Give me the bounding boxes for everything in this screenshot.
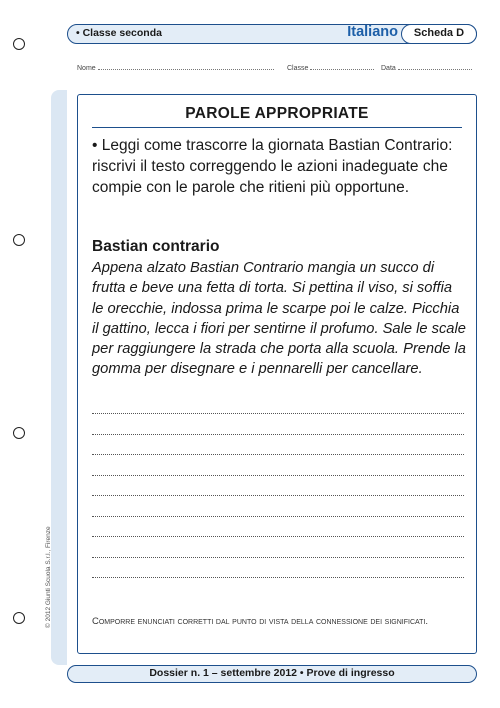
exercise-instructions: • Leggi come trascorre la giornata Bastian Contrario: riscrivi il testo correggendo le azioni inadeguate che compie con le parole che ritieni più opportune. (92, 137, 453, 196)
class-field[interactable] (287, 63, 374, 72)
binder-hole (13, 38, 25, 50)
header-bar (67, 24, 477, 44)
writing-line[interactable] (92, 536, 464, 537)
writing-line[interactable] (92, 413, 464, 414)
binder-hole (13, 427, 25, 439)
class-field-label: Classe (287, 65, 309, 72)
writing-line[interactable] (92, 557, 464, 558)
binder-hole (13, 612, 25, 624)
name-field[interactable] (77, 63, 274, 72)
writing-line[interactable] (92, 475, 464, 476)
date-field[interactable] (381, 63, 472, 72)
class-label: • Classe seconda (76, 27, 162, 39)
writing-line[interactable] (92, 454, 464, 455)
binder-hole (13, 234, 25, 246)
writing-line[interactable] (92, 495, 464, 496)
writing-line[interactable] (92, 577, 464, 578)
exercise-title: PAROLE APPROPRIATE (185, 105, 369, 122)
writing-line[interactable] (92, 434, 464, 435)
name-label: Nome (77, 65, 96, 72)
writing-line[interactable] (92, 516, 464, 517)
learning-objective: Comporre enunciati corretti dal punto di vista della connessione dei significati. (92, 616, 429, 627)
story-title: Bastian contrario (92, 238, 220, 255)
footer-bar: Dossier n. 1 – settembre 2012 • Prove di ingresso (67, 665, 477, 683)
worksheet-badge: Scheda D (401, 24, 477, 44)
date-label: Data (381, 65, 396, 72)
story-text: Appena alzato Bastian Contrario mangia un succo di frutta e beve una fetta di torta. Si pettina il viso, si soffia le orecchie, indossa prima le scarpe poi le calze. Picchia il gattino, lecca i fiori per sentirne il profumo. Sale le scale per raggiungere la strada che porta alla scuola. Prende la gomma per disegnare e i pennarelli per cancellare. (92, 260, 466, 378)
exercise-card (77, 94, 477, 654)
copyright-text: © 2012 Giunti Scuola S.r.l., Firenze (45, 526, 52, 628)
side-ribbon (51, 90, 67, 665)
title-divider (92, 127, 462, 128)
subject-title: Italiano (347, 24, 398, 40)
